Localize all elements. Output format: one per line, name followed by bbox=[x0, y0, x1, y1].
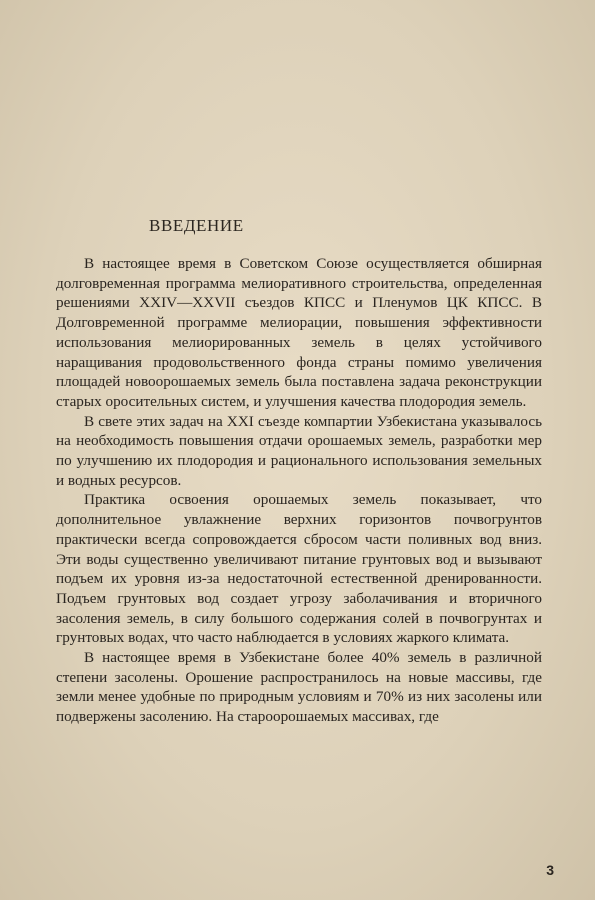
paragraph-4: В настоящее время в Узбекистане более 40% земель в различной степени засолены. Орошение распространилось на новые массивы, где земли менее удобные по природным условиям и 70% из них засолены или подвержены засолению. На староорошаемых массивах, где bbox=[56, 649, 542, 726]
paragraph-2: В свете этих задач на XXI съезде компартии Узбекистана указывалось на необходимость повышения отдачи орошаемых земель, разработки мер по улучшению их плодородия и рационального использования земельных и водных ресурсов. bbox=[56, 412, 542, 489]
paragraph-3: Практика освоения орошаемых земель показывает, что дополнительное увлажнение верхних горизонтов почвогрунтов практически всегда сопровождается сбросом части поливных вод вниз. Эти воды существенно увеличивают питание грунтовых вод и вызывают подъем их уровня из-за недостаточной естественной дренированности. Подъем грунтовых вод создает угрозу заболачивания и вторичного засоления земель, в силу большого содержания солей в почвогрунтах и грунтовых водах, что часто наблюдается в условиях жаркого климата. bbox=[56, 491, 542, 647]
page-number: 3 bbox=[546, 862, 554, 878]
section-heading: ВВЕДЕНИЕ bbox=[149, 216, 244, 235]
paragraph-1: В настоящее время в Советском Союзе осуществляется обширная долговременная программа мелиоративного строительства, определенная решениями XXIV—XXVII съездов КПСС и Пленумов ЦК КПСС. В Долговременной программе мелиорации, повышения эффективности использования мелиорированных земель в целях устойчивого наращивания продовольственного фонда страны помимо увеличения площадей новоорошаемых земель была поставлена задача реконструкции старых оросительных систем, и улучшения качества плодородия земель. bbox=[56, 255, 542, 410]
body-text bbox=[56, 254, 542, 727]
